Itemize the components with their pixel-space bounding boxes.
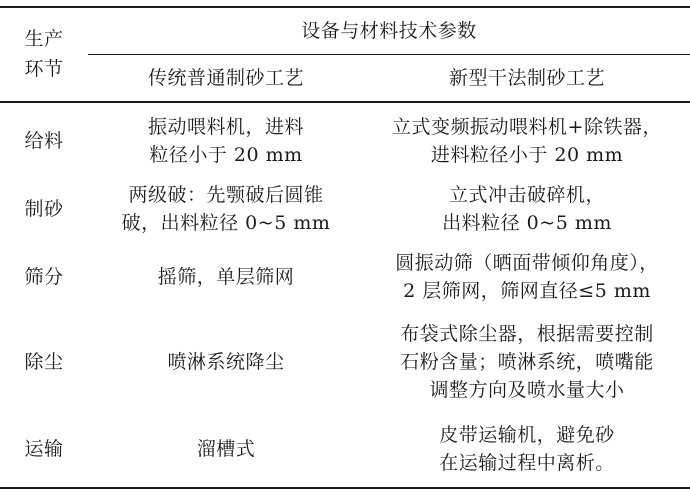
- cell-line: 调整方向及喷水量大小: [429, 379, 625, 401]
- cell-line: 溜槽式: [196, 438, 256, 460]
- row-new-screening: [364, 248, 690, 306]
- row-traditional-transport: [88, 418, 364, 480]
- row-stage-screening: 筛分: [24, 266, 64, 288]
- row-new-sandmaking: [364, 180, 690, 238]
- cell-line: 破，出料粒径 0~5 mm: [121, 212, 331, 234]
- row-traditional-dedusting: [88, 316, 364, 408]
- cell-line: 粒径小于 20 mm: [149, 144, 303, 166]
- stage-column-header: [0, 10, 88, 98]
- cell-line: 振动喂料机，进料: [147, 116, 304, 138]
- stage-header-line-1: 生产: [24, 28, 64, 50]
- cell-line: 石粉含量；喷淋系统，喷嘴能: [400, 351, 654, 373]
- row-stage-transport: 运输: [24, 438, 64, 460]
- cell-line: 在运输过程中离析。: [439, 452, 615, 474]
- row-traditional-feeding: [88, 112, 364, 170]
- cell-line: 喷淋系统降尘: [167, 351, 285, 373]
- group-column-header: 设备与材料技术参数: [301, 20, 477, 42]
- row-stage-sandmaking: 制砂: [24, 198, 64, 220]
- cell-line: 进料粒径小于 20 mm: [430, 144, 624, 166]
- row-stage-feeding: 给料: [24, 130, 64, 152]
- traditional-column-header: 传统普通制砂工艺: [147, 67, 304, 89]
- row-traditional-screening: [88, 248, 364, 306]
- cell-line: 2 层筛网，筛网直径≤5 mm: [403, 280, 651, 302]
- cell-line: 出料粒径 0~5 mm: [442, 212, 612, 234]
- cell-line: 摇筛，单层筛网: [157, 266, 295, 288]
- row-new-transport: [364, 418, 690, 480]
- cell-line: 立式变频振动喂料机+除铁器，: [392, 116, 662, 138]
- header-bottom-rule: [0, 101, 690, 103]
- row-new-feeding: [364, 112, 690, 170]
- table-top-rule: [0, 6, 690, 8]
- row-traditional-sandmaking: [88, 180, 364, 238]
- cell-line: 布袋式除尘器，根据需要控制: [400, 323, 654, 345]
- cell-line: 圆振动筛（晒面带倾仰角度），: [395, 252, 659, 274]
- row-new-dedusting: [364, 316, 690, 408]
- stage-header-line-2: 环节: [24, 58, 64, 80]
- new-column-header: 新型干法制砂工艺: [448, 67, 605, 89]
- table-bottom-rule: [0, 487, 690, 489]
- cell-line: 皮带运输机，避免砂: [439, 424, 615, 446]
- cell-line: 立式冲击破碎机，: [448, 184, 605, 206]
- group-header-rule: [88, 54, 690, 55]
- cell-line: 两级破：先颚破后圆锥: [128, 184, 324, 206]
- row-stage-dedusting: 除尘: [24, 351, 64, 373]
